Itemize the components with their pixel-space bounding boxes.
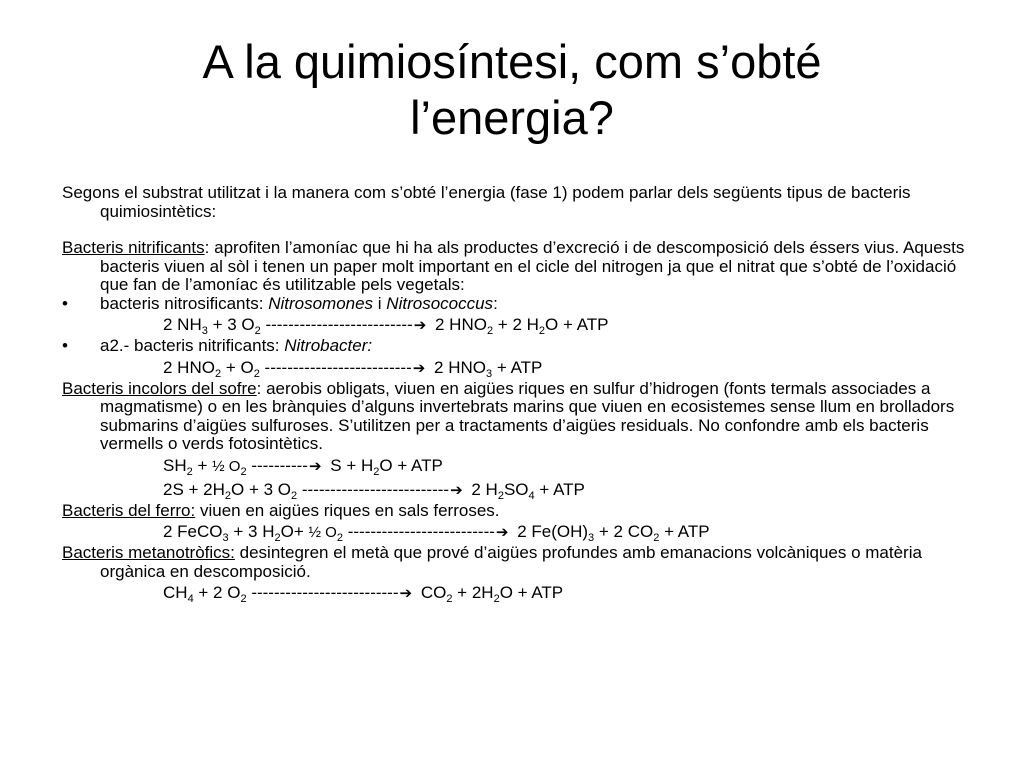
equation-term: + 2 H [493,315,539,334]
equation-subscript: 3 [222,532,229,544]
equation-term: -------------------------- [342,522,495,541]
equation-term: ½ [212,457,225,475]
equation-term: 2S + 2H [163,479,225,499]
equation-term: S + H [325,455,374,475]
arrow-icon: ➔ [399,585,413,602]
equation-subscript: 2 [274,532,281,544]
equation-term: O + ATP [545,315,609,334]
equation-term: CO [416,583,447,602]
equation-term: + ATP [659,522,710,541]
bullet-text: bacteris nitrosificants: [100,293,269,313]
equation-term: 2 NH [163,315,202,334]
equation-term: ½ [308,524,322,541]
nitrificants-heading: Bacteris nitrificants [62,238,205,257]
equation-term: + [192,455,213,475]
equation-term: 2 HNO [163,357,215,377]
equation-subscript: 3 [588,532,595,544]
title-line-2: l’energia? [410,91,614,144]
equation-term: + 2 O [193,583,241,602]
equation-subscript: 2 [214,367,222,380]
equation-iron-oxidation [62,520,972,544]
arrow-icon: ➔ [495,524,509,541]
equation-term: -------------------------- [259,357,412,377]
equation-term: + O [221,357,254,377]
equation-term: -------------------------- [297,479,450,499]
bullet-text: : [493,293,498,313]
ferro-text: viuen en aigües riques en sals ferroses. [195,500,500,520]
slide-body [62,184,972,605]
arrow-icon: ➔ [308,457,322,475]
equation-subscript: 2 [653,532,660,544]
equation-subscript: 2 [254,325,261,337]
arrow-icon: ➔ [413,317,427,334]
equation-term: -------------------------- [260,315,413,334]
metanotrofics-paragraph [62,544,972,581]
equation-term: + 3 H [228,522,275,541]
equation-term: ---------- [246,455,308,475]
equation-subscript: 2 [497,489,504,502]
ferro-heading: Bacteris del ferro: [62,500,196,520]
equation-subscript: 3 [486,367,493,380]
equation-term: 2 HNO [429,357,487,377]
equation-term: -------------------------- [246,583,399,602]
equation-subscript: 2 [224,489,232,502]
bullet-marker: • [62,336,68,355]
equation-subscript: 2 [493,593,500,605]
equation-sulfide-oxidation [62,454,972,478]
equation-methane-oxidation [62,581,972,605]
equation-term: 2 H [466,479,498,499]
equation-term: CH [163,583,188,602]
metanotrofics-text: desintegren el metà que prové d’aigües profundes amb emanacions volcàniques o matèria orgànica en descomposició. [100,543,922,581]
equation-term: + ATP [534,479,585,499]
equation-subscript: 2 [253,367,260,380]
equation-ammonia-oxidation [62,313,972,337]
equation-subscript: 2 [240,465,247,478]
equation-subscript: 3 [201,325,208,337]
equation-subscript: 2 [486,325,494,337]
intro-paragraph: Segons el substrat utilitzat i la manera com s’obté l’energia (fase 1) podem parlar dels següents tipus de bacteris quimiosintètics: [62,183,911,221]
metanotrofics-heading: Bacteris metanotròfics: [62,543,235,562]
equation-subscript: 2 [186,465,193,478]
equation-term: O [224,457,241,475]
equation-subscript: 4 [187,593,194,605]
bullet-text: i [373,293,387,313]
equation-term: 2 FeCO [163,522,223,541]
equation-term: SO [503,479,529,499]
spacer [62,221,972,239]
bullet-nitrosificants [62,295,972,314]
ferro-paragraph [62,502,972,521]
equation-term: + 2H [452,583,494,602]
equation-term: + 3 O [207,315,255,334]
equation-sulfur-oxidation [62,478,972,502]
equation-term: + ATP [492,357,543,377]
equation-subscript: 2 [446,593,453,605]
genus-name: Nitrosococcus [386,293,494,313]
equation-term: 2 Fe(OH) [512,522,589,541]
equation-term: O + ATP [379,455,443,475]
sofre-text: : aerobis obligats, viuen en aigües riques en sulfur d’hidrogen (fonts termals associades a magmatisme) o en les brànquies d’alguns invertebrats marins que viuen en ecosistemes sense llum en brolladors submarins d’aigües sulfuroses. S’utilitzen per a tractaments d’aigües residuals. No confondre amb els bacteris vermells o verds fotosintètics. [100,378,955,453]
title-line-1: A la quimiosíntesi, com s’obté [202,35,822,88]
sofre-paragraph [62,380,972,454]
equation-subscript: 2 [538,325,546,337]
equation-term: O + 3 O [231,479,292,499]
equation-nitrite-oxidation [62,356,972,380]
equation-term: O+ [280,522,309,541]
equation-subscript: 2 [291,489,298,502]
equation-subscript: 2 [373,465,380,478]
nitrificants-paragraph [62,239,972,295]
arrow-icon: ➔ [450,481,463,499]
equation-subscript: 2 [240,593,247,605]
bullet-nitrificants [62,337,972,356]
bullet-text: a2.- bacteris nitrificants: [100,336,285,355]
nitrificants-text: : aprofiten l’amoníac que hi ha als productes d’excreció i de descomposició dels éssers vius. Aquests bacteris viuen al sòl i tenen un paper molt important en el cicle del nitrogen ja que el nitrat que s’obté de l’oxidació que fan de l’amoníac és utilitzable pels vegetals: [100,238,965,294]
equation-subscript: 4 [528,489,535,502]
arrow-icon: ➔ [412,359,426,377]
equation-term: 2 HNO [430,315,487,334]
equation-term: + 2 CO [594,522,654,541]
equation-term: SH [163,455,187,475]
slide-title [60,34,964,146]
bullet-marker: • [62,293,68,313]
genus-name: Nitrobacter: [284,336,373,355]
equation-subscript: 2 [336,532,343,544]
equation-term: O + ATP [499,583,564,602]
equation-term: O [321,524,337,541]
genus-name: Nitrosomones [268,293,374,313]
sofre-heading: Bacteris incolors del sofre [62,378,257,398]
